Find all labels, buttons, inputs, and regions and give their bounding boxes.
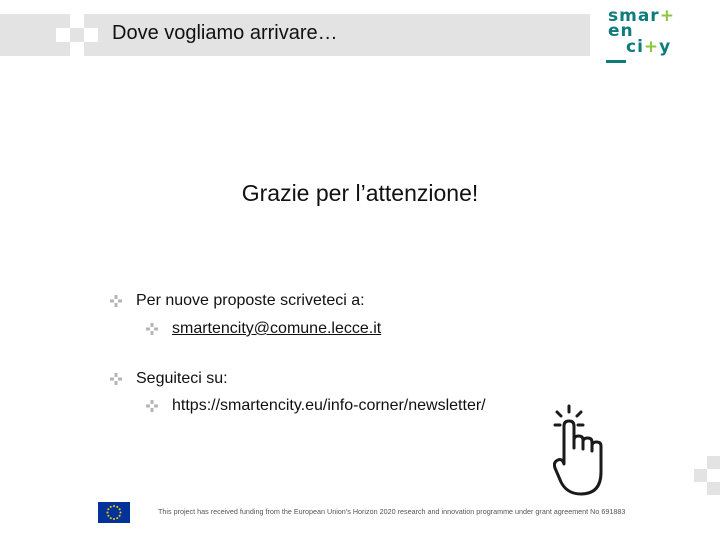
follow-label: Seguiteci su:	[136, 370, 228, 387]
thanks-heading: Grazie per l’attenzione!	[241, 180, 479, 206]
logo-text-smar: smar	[608, 6, 660, 26]
contact-email-link[interactable]: smartencity@comune.lecce.it	[172, 320, 382, 337]
funding-disclaimer: This project has received funding from the European Union’s Horizon 2020 research and innovation programme under grant agreement No 691883	[158, 507, 626, 516]
logo-underline	[606, 60, 626, 63]
logo-plus-icon: +	[659, 6, 675, 26]
tap-hand-icon	[553, 404, 607, 498]
logo-text-y: y	[659, 37, 672, 57]
page-title: Dove vogliamo arrivare…	[112, 22, 338, 44]
logo-text-ci: ci	[626, 37, 644, 57]
plus-cross-icon	[146, 323, 158, 335]
plus-cross-icon	[146, 400, 158, 412]
contact-label: Per nuove proposte scriveteci a:	[136, 292, 365, 309]
header-plus-decoration-icon	[56, 14, 100, 56]
logo-text-en: en	[608, 21, 634, 41]
logo-plus-icon-2: +	[643, 37, 660, 57]
plus-cross-icon	[110, 295, 122, 307]
smartencity-logo	[606, 6, 686, 63]
eu-flag-icon	[98, 502, 130, 523]
side-plus-decoration-icon	[686, 456, 720, 496]
plus-cross-icon	[110, 373, 122, 385]
follow-url-link[interactable]: https://smartencity.eu/info-corner/newsletter/	[172, 397, 486, 414]
